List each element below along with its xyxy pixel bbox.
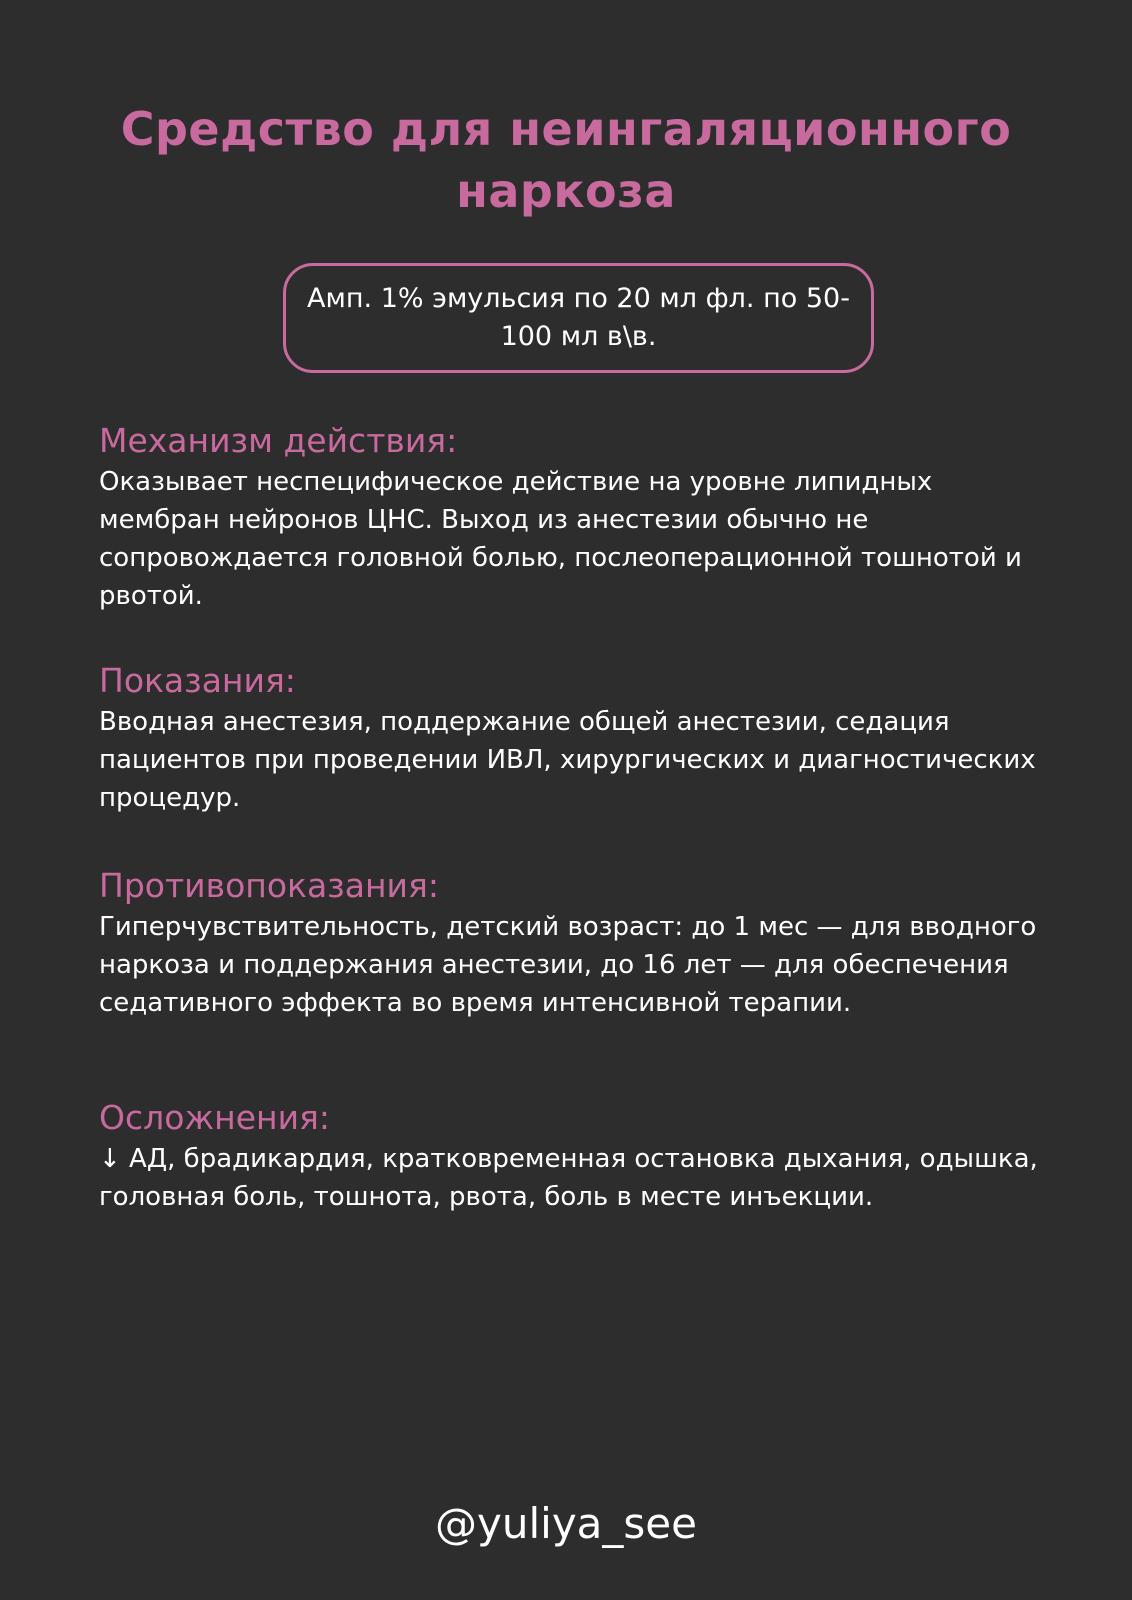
dose-text: Амп. 1% эмульсия по 20 мл фл. по 50-100 мл в\в. bbox=[307, 283, 850, 352]
section-contraindications bbox=[99, 864, 1039, 1022]
section-heading-indications: Показания: bbox=[99, 661, 296, 700]
page-title: Средство для неингаляционного наркоза bbox=[120, 102, 1012, 218]
section-heading-mechanism: Механизм действия: bbox=[99, 421, 458, 460]
author-handle: @yuliya_see bbox=[435, 1499, 697, 1548]
section-mechanism bbox=[99, 419, 1039, 615]
section-body-mechanism: Оказывает неспецифическое действие на уровне липидных мембран нейронов ЦНС. Выход из анестезии обычно не сопровождается головной болью, послеоперационной тошнотой и рвотой. bbox=[99, 467, 1022, 611]
section-body-contraindications: Гиперчувствительность, детский возраст: до 1 мес — для вводного наркоза и поддержания анестезии, до 16 лет — для обеспечения седативного эффекта во время интенсивной терапии. bbox=[99, 912, 1037, 1018]
section-heading-contraindications: Противопоказания: bbox=[99, 866, 439, 905]
section-indications bbox=[99, 659, 1039, 817]
section-body-indications: Вводная анестезия, поддержание общей анестезии, седация пациентов при проведении ИВЛ, хирургических и диагностических процедур. bbox=[99, 707, 1036, 813]
section-complications bbox=[99, 1096, 1039, 1216]
dose-box bbox=[283, 263, 874, 373]
section-body-complications: ↓ АД, брадикардия, кратковременная остановка дыхания, одышка, головная боль, тошнота, рвота, боль в месте инъекции. bbox=[99, 1144, 1038, 1212]
section-heading-complications: Осложнения: bbox=[99, 1098, 330, 1137]
